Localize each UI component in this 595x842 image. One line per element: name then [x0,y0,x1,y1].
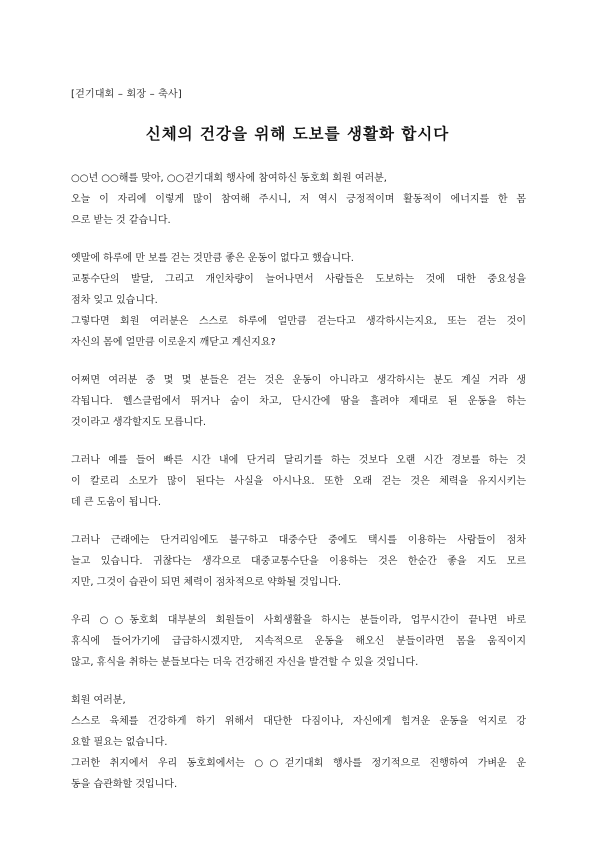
text-line: 것이라고 생각할지도 모릅니다. [71,417,207,428]
text-line: 그러한 취지에서 우리 동호회에서는 ○○걷기대회 행사를 정기적으로 진행하여 가벼운 운 [71,758,526,769]
text-line: 스스로 육체를 건강하게 하기 위해서 대단한 다짐이나, 자신에게 힘겨운 운동을 억지로 강 [71,716,526,727]
text-line: 않고, 휴식을 취하는 분들보다는 더욱 건강해진 자신을 발견할 수 있을 것입니다. [71,657,419,668]
text-line: 휴식에 들어가기에 급급하시겠지만, 지속적으로 운동을 해오신 분들이라면 몸을 움직이지 [71,636,526,647]
paragraph [71,248,526,353]
text-line: 그러나 근래에는 단거리임에도 불구하고 대중수단 중에도 택시를 이용하는 사람들이 점차 [71,535,526,546]
paragraph [71,530,526,593]
paragraph [71,168,526,231]
paragraph [71,450,526,513]
text-line: 오늘 이 자리에 이렇게 많이 참여해 주시니, 저 역시 긍정적이며 활동적이 에너지를 한 몸 [71,194,526,205]
text-line: 늘고 있습니다. 귀찮다는 생각으로 대중교통수단을 이용하는 것은 한순간 좋을 지도 모르 [71,556,526,567]
text-line: 데 큰 도움이 됩니다. [71,497,161,508]
text-line: 각됩니다. 헬스클럽에서 뛰거나 숨이 차고, 단시간에 땀을 흘려야 제대로 된 운동을 하는 [71,396,526,407]
text-line: 그러나 예를 들어 빠른 시간 내에 단거리 달리기를 하는 것보다 오랜 시간 경보를 하는 것 [71,455,526,466]
text-line: 점차 잊고 있습니다. [71,295,158,306]
text-line: 그렇다면 회원 여러분은 스스로 하루에 얼만큼 걷는다고 생각하시는지요, 또는 걷는 것이 [71,316,526,327]
document-category: [걷기대회 – 회장 – 축사] [71,89,182,100]
text-line: 교통수단의 발달, 그리고 개인차량이 늘어나면서 사람들은 도보하는 것에 대한 중요성을 [71,274,526,285]
text-line: ○○년 ○○해를 맞아, ○○걷기대회 행사에 참여하신 동호회 회원 여러분, [71,173,387,184]
text-line: 회원 여러분, [71,695,126,706]
text-line: 우리 ○○동호회 대부분의 회원들이 사회생활을 하시는 분들이라, 업무시간이 끝나면 바로 [71,615,526,626]
paragraph [71,610,526,673]
text-line: 어쩌면 여러분 중 몇 몇 분들은 걷는 것은 운동이 아니라고 생각하시는 분도 계실 거라 생 [71,375,526,386]
text-line: 자신의 몸에 얼만큼 이로운지 깨닫고 계신지요? [71,337,276,348]
text-line: 지만, 그것이 습관이 되면 체력이 점차적으로 약화될 것입니다. [71,577,342,588]
text-line: 으로 받는 것 같습니다. [71,215,171,226]
text-line: 동을 습관화할 것입니다. [71,779,178,790]
text-line: 요할 필요는 없습니다. [71,737,168,748]
paragraph [71,370,526,433]
document-body [71,168,526,812]
document-title: 신체의 건강을 위해 도보를 생활화 합시다 [145,125,450,143]
paragraph [71,690,526,795]
text-line: 이 칼로리 소모가 많이 된다는 사실을 아시나요. 또한 오래 걷는 것은 체력을 유지시키는 [71,476,526,487]
text-line: 옛말에 하루에 만 보를 걷는 것만큼 좋은 운동이 없다고 했습니다. [71,253,354,264]
